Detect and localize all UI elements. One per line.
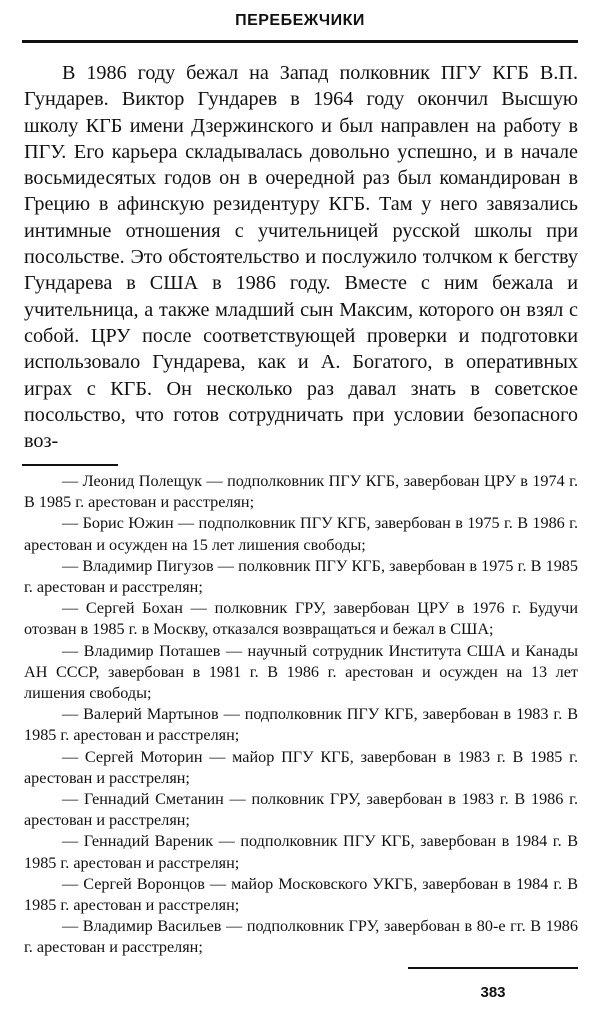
footnote-varenik: — Геннадий Вареник — подполковник ПГУ КГБ, завербован в 1984 г. В 1985 г. арестован и расстрелян; bbox=[24, 832, 578, 872]
footnote-martynov: — Валерий Мартынов — подполковник ПГУ КГБ, завербован в 1983 г. В 1985 г. арестован и расстрелян; bbox=[24, 705, 578, 745]
footer-rule bbox=[408, 967, 578, 969]
page-number: 383 bbox=[480, 984, 506, 1001]
header-rule bbox=[22, 40, 578, 43]
footnote-list bbox=[24, 471, 578, 959]
footnote-poleshchuk: — Леонид Полещук — подполковник ПГУ КГБ, завербован ЦРУ в 1974 г. В 1985 г. арестован и расстрелян; bbox=[24, 472, 578, 512]
main-paragraph: В 1986 году бежал на Запад полковник ПГУ КГБ В.П. Гундарев. Виктор Гундарев в 1964 году окончил Высшую школу КГБ имени Дзержинского и был направлен на работу в ПГУ. Его карьера складывалась довольно успешно, и в начале восьмидесятых годов он в очередной раз был командирован в Грецию в афинскую резидентуру КГБ. Там у него завязались интимные отношения с учительницей русской школы при посольстве. Это обстоятельство и послужило толчком к бегству Гундарева в США в 1986 году. Вместе с ним бежала и учительница, а также младший сын Максим, которого он взял с собой. ЦРУ после соответствующей проверки и подготовки использовало Гундарева, как и А. Богатого, в оперативных играх с КГБ. Он несколько раз давал знать в советское посольство, что готов сотрудничать при условии безопасного воз- bbox=[24, 62, 578, 453]
running-title: ПЕРЕБЕЖЧИКИ bbox=[235, 12, 365, 29]
footnote-vorontsov: — Сергей Воронцов — майор Московского УКГБ, завербован в 1984 г. В 1985 г. арестован и расстрелян; bbox=[24, 874, 578, 915]
footnote-motorin: — Сергей Моторин — майор ПГУ КГБ, завербован в 1983 г. В 1985 г. арестован и расстрелян; bbox=[24, 747, 578, 787]
footnote-piguzov: — Владимир Пигузов — полковник ПГУ КГБ, завербован в 1975 г. В 1985 г. арестован и расстрелян; bbox=[24, 556, 578, 597]
footnote-potashev: — Владимир Поташев — научный сотрудник Института США и Канады АН СССР, завербован в 1981 г. В 1986 г. арестован и осужден на 13 лет лишения свободы; bbox=[24, 641, 578, 703]
footnote-separator bbox=[22, 464, 118, 466]
footnote-smetanin: — Геннадий Сметанин — полковник ГРУ, завербован в 1983 г. В 1986 г. арестован и расстрелян; bbox=[24, 790, 578, 830]
footnote-yuzhin: — Борис Южин — подполковник ПГУ КГБ, завербован в 1975 г. В 1986 г. арестован и осужден на 15 лет лишения свободы; bbox=[24, 514, 578, 554]
footnote-bokhan: — Сергей Бохан — полковник ГРУ, завербован ЦРУ в 1976 г. Будучи отозван в 1985 г. в Москву, отказался возвращаться и бежал в США; bbox=[24, 599, 578, 639]
footnote-vasiliev: — Владимир Васильев — подполковник ГРУ, завербован в 80-е гг. В 1986 г. арестован и расстрелян; bbox=[24, 917, 578, 957]
